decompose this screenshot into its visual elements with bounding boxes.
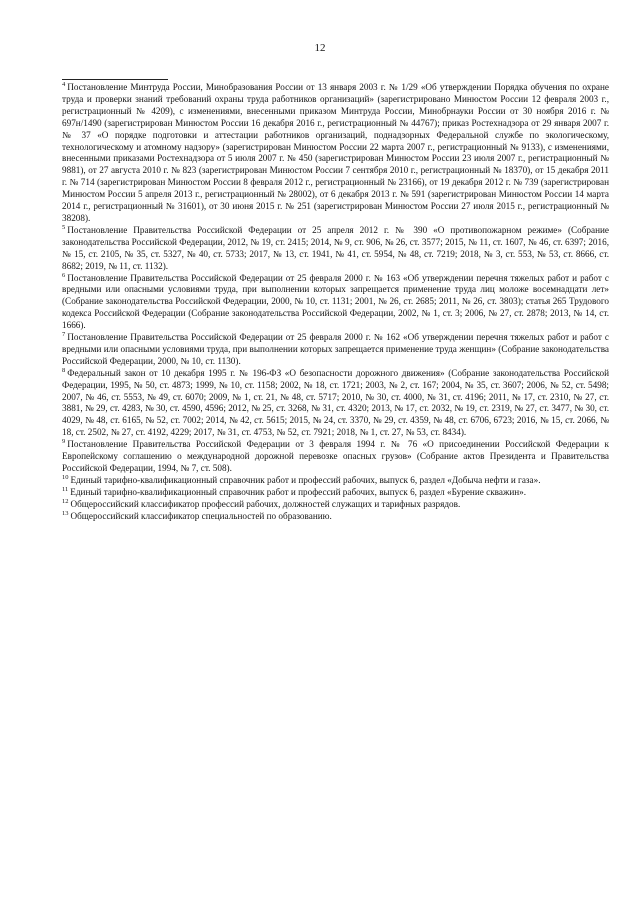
footnote-text: Постановление Правительства Российской Федерации от 3 февраля 1994 г. № 76 «О присоединении Российской Федерации к Европейскому соглашению о международной дорожной перевозке опасных грузов» (Собрание актов Президента и Правительства Российской Федерации, 1994, № 7, ст. 508). bbox=[62, 439, 609, 473]
footnote-text: Постановление Минтруда России, Минобразования России от 13 января 2003 г. № 1/29 «Об утверждении Порядка обучения по охране труда и проверки знаний требований охраны труда работников организаций» (зарегистрировано Минюстом России 12 февраля 2003 г., регистрационный № 4209), с изменениями, внесенными приказом Минтруда России, Минобрнауки России от 30 ноября 2016 г. № 697н/1490 (зарегистрирован Минюстом России 16 декабря 2016 г., регистрационный № 44767); приказ Ростехнадзора от 29 января 2007 г. № 37 «О порядке подготовки и аттестации работников организаций, поднадзорных Федеральной службе по экологическому, технологическому и атомному надзору» (зарегистрирован Минюстом России 22 марта 2007 г., регистрационный № 9133), с изменениями, внесенными приказами Ростехнадзора от 5 июля 2007 г. № 450 (зарегистрирован Минюстом России 23 июля 2007 г., регистрационный № 9881), от 27 августа 2010 г. № 823 (зарегистрирован Минюстом России 7 сентября 2010 г., регистрационный № 18370), от 15 декабря 2011 г. № 714 (зарегистрирован Минюстом России 8 февраля 2012 г., регистрационный № 23166), от 19 декабря 2012 г. № 739 (зарегистрирован Минюстом России 5 апреля 2013 г., регистрационный № 28002), от 6 декабря 2013 г. № 591 (зарегистрирован Минюстом России 14 марта 2014 г., регистрационный № 31601), от 30 июня 2015 г. № 251 (зарегистрирован Минюстом России 27 июля 2015 г., регистрационный № 38208). bbox=[62, 82, 609, 223]
footnote-4 bbox=[62, 82, 609, 225]
footnote-marker: 12 bbox=[62, 497, 69, 505]
footnote-marker: 8 bbox=[62, 366, 66, 374]
footnote-12 bbox=[62, 499, 609, 511]
footnote-marker: 9 bbox=[62, 438, 66, 446]
footnote-text: Общероссийский классификатор специальностей по образованию. bbox=[70, 510, 332, 521]
footnote-marker: 7 bbox=[62, 331, 66, 339]
footnote-5 bbox=[62, 225, 609, 273]
footnote-marker: 10 bbox=[62, 473, 69, 481]
footnote-9 bbox=[62, 439, 609, 475]
footnote-13 bbox=[62, 511, 609, 523]
footnote-separator bbox=[62, 79, 168, 80]
footnote-8 bbox=[62, 368, 609, 439]
footnote-text: Единый тарифно-квалификационный справочник работ и профессий рабочих, выпуск 6, раздел «Добыча нефти и газа». bbox=[70, 474, 541, 485]
footnote-7 bbox=[62, 332, 609, 368]
footnote-text: Постановление Правительства Российской Федерации от 25 февраля 2000 г. № 163 «Об утверждении перечня тяжелых работ и работ с вредными или опасными условиями труда, при выполнении которых запрещается применение труда лиц моложе восемнадцати лет» (Собрание законодательства Российской Федерации, 2000, № 10, ст. 1131; 2001, № 26, ст. 2685; 2011, № 26, ст. 3803); статья 265 Трудового кодекса Российской Федерации (Собрание законодательства Российской Федерации, 2002, № 1, ст. 3; 2006, № 27, ст. 2878; 2013, № 14, ст. 1666). bbox=[62, 272, 609, 331]
footnote-marker: 13 bbox=[62, 509, 69, 517]
footnote-text: Федеральный закон от 10 декабря 1995 г. № 196-ФЗ «О безопасности дорожного движения» (Собрание законодательства Российской Федерации, 1995, № 50, ст. 4873; 1999, № 10, ст. 1158; 2002, № 18, ст. 1721; 2003, № 2, ст. 167; 2004, № 35, ст. 3607; 2006, № 52, ст. 5498; 2007, № 46, ст. 5553, № 49, ст. 6070; 2009, № 1, ст. 21, № 48, ст. 5717; 2010, № 30, ст. 4000, № 31, ст. 4196; 2011, № 17, ст. 2310, № 27, ст. 3881, № 29, ст. 4283, № 30, ст. 4590, 4596; 2012, № 25, ст. 3268, № 31, ст. 4320; 2013, № 17, ст. 2032, № 19, ст. 2319, № 27, ст. 3477, № 30, ст. 4029, № 48, ст. 6165, № 52, ст. 7002; 2014, № 42, ст. 5615; 2015, № 24, ст. 3370, № 29, ст. 4359, № 48, ст. 6706, 6723; 2016, № 15, ст. 2066, № 18, ст. 2502, № 27, ст. 4192, 4229; 2017, № 31, ст. 4753, № 52, ст. 7921; 2018, № 1, ст. 27, № 53, ст. 8434). bbox=[62, 367, 609, 438]
footnote-marker: 11 bbox=[62, 485, 69, 493]
footnote-text: Постановление Правительства Российской Федерации от 25 февраля 2000 г. № 162 «Об утверждении перечня тяжелых работ и работ с вредными или опасными условиями труда, при выполнении которых запрещается применение труда женщин» (Собрание законодательства Российской Федерации, 2000, № 10, ст. 1130). bbox=[62, 332, 609, 366]
footnotes-list bbox=[62, 82, 609, 523]
page-number: 12 bbox=[314, 42, 326, 54]
footnote-marker: 5 bbox=[62, 223, 66, 231]
footnote-10 bbox=[62, 475, 609, 487]
footnote-11 bbox=[62, 487, 609, 499]
footnote-marker: 4 bbox=[62, 81, 66, 88]
footnote-6 bbox=[62, 273, 609, 333]
footnote-text: Общероссийский классификатор профессий рабочих, должностей служащих и тарифных разрядов. bbox=[70, 498, 461, 509]
footnote-text: Единый тарифно-квалификационный справочник работ и профессий рабочих, выпуск 6, раздел «Бурение скважин». bbox=[70, 486, 527, 497]
footnote-marker: 6 bbox=[62, 271, 66, 279]
footnote-text: Постановление Правительства Российской Федерации от 25 апреля 2012 г. № 390 «О противопожарном режиме» (Собрание законодательства Российской Федерации, 2012, № 19, ст. 2415; 2014, № 9, ст. 906, № 26, ст. 3577; 2015, № 11, ст. 1607, № 46, ст. 6397; 2016, № 15, ст. 2105, № 35, ст. 5327, № 40, ст. 5733; 2017, № 13, ст. 1941, № 41, ст. 5954, № 48, ст. 7219; 2018, № 3, ст. 553, № 53, ст. 8666, ст. 8682; 2019, № 11, ст. 1132). bbox=[62, 224, 609, 271]
